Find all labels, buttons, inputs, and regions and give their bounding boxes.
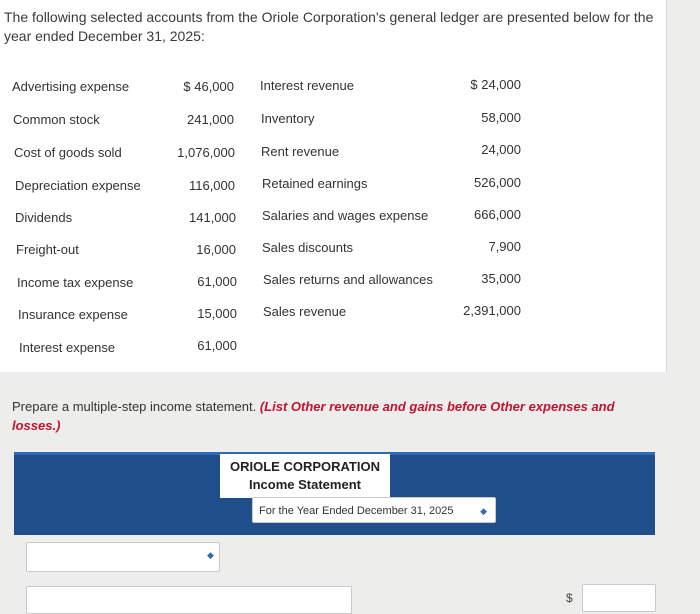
account-name: Freight-out (16, 242, 79, 257)
line-item-input[interactable] (26, 586, 352, 614)
chevron-updown-icon: ◆ (480, 506, 487, 516)
account-amount: 61,000 (197, 274, 237, 289)
account-amount: 1,076,000 (177, 145, 235, 160)
instructions-text: Prepare a multiple-step income statement. (12, 399, 260, 414)
account-name: Sales revenue (263, 304, 347, 319)
account-name: Sales returns and allowances (263, 272, 433, 287)
account-name: Insurance expense (18, 307, 128, 322)
currency-symbol: $ (566, 591, 573, 605)
instructions-emphasis: (List Other revenue and gains before Other expenses and losses.) (12, 399, 615, 433)
account-name: Cost of goods sold (14, 145, 122, 160)
account-amount: 241,000 (187, 112, 234, 127)
account-name: Income tax expense (17, 275, 134, 290)
account-name: Depreciation expense (15, 178, 141, 193)
account-name: Interest revenue (260, 78, 354, 93)
amount-input[interactable] (582, 584, 656, 612)
account-amount: 15,000 (197, 306, 237, 321)
statement-title: Income Statement (249, 477, 361, 492)
intro-text: The following selected accounts from the Oriole Corporation's general ledger are presented below for the year ended December 31, 2025: (4, 9, 654, 44)
account-amount: 24,000 (481, 142, 521, 157)
account-name: Dividends (15, 210, 73, 225)
account-amount: 666,000 (474, 207, 521, 222)
account-amount: 2,391,000 (463, 303, 521, 318)
account-amount: 35,000 (481, 271, 521, 286)
period-select[interactable] (252, 497, 496, 523)
account-amount: 61,000 (197, 338, 237, 353)
period-select-value: For the Year Ended December 31, 2025 (259, 505, 454, 517)
account-name: Advertising expense (12, 79, 130, 94)
account-amount: $ 24,000 (470, 77, 521, 92)
account-amount: 7,900 (488, 239, 521, 254)
account-name: Common stock (13, 112, 100, 127)
statement-title-box (220, 454, 390, 498)
account-name: Retained earnings (262, 176, 368, 191)
account-amount: 16,000 (196, 242, 236, 257)
line-item-select[interactable] (26, 542, 220, 572)
account-amount: 58,000 (481, 110, 521, 125)
account-amount: $ 46,000 (183, 79, 234, 94)
account-name: Sales discounts (262, 240, 354, 255)
account-name: Interest expense (19, 340, 116, 355)
account-amount: 116,000 (188, 178, 235, 193)
account-name: Inventory (261, 111, 315, 126)
account-name: Salaries and wages expense (262, 208, 429, 223)
instructions (12, 397, 652, 435)
account-amount: 526,000 (474, 175, 521, 190)
account-amount: 141,000 (189, 210, 236, 225)
company-name: ORIOLE CORPORATION (230, 459, 380, 474)
account-name: Rent revenue (261, 144, 340, 159)
chevron-updown-icon: ◆ (207, 550, 214, 560)
